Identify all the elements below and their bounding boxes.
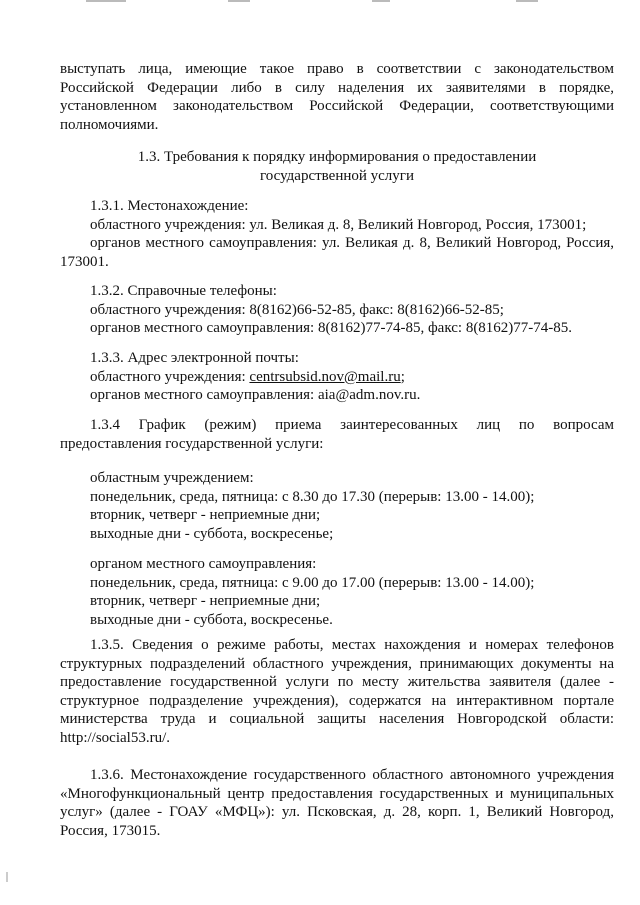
text-line: 1.3.5. Сведения о режиме работы, местах нахождения и номерах телефонов	[90, 637, 614, 653]
email-regional-link[interactable]: centrsubsid.nov@mail.ru	[249, 368, 401, 385]
schedule-title: 1.3.4 График (режим) приема заинтересованных лиц по вопросам	[90, 417, 614, 433]
scan-mark	[372, 0, 390, 2]
schedule-local-closed: вторник, четверг - неприемные дни;	[90, 593, 321, 609]
scan-top-marks	[0, 0, 640, 6]
schedule-title-cont: предоставления государственной услуги:	[60, 435, 324, 452]
phones-section	[60, 282, 614, 338]
schedule-local-weekend: выходные дни - суббота, воскресенье.	[90, 611, 333, 628]
email-section	[60, 349, 614, 405]
text-line: 1.3.6. Местонахождение государственного областного автономного учреждения	[90, 767, 614, 783]
schedule-regional-weekend: выходные дни - суббота, воскресенье;	[90, 525, 334, 542]
text-line: «Многофункциональный центр предоставления государственных и муниципальных	[60, 785, 614, 802]
schedule-regional-heading: областным учреждением:	[90, 470, 254, 486]
text-line: Россия, 173015.	[60, 822, 161, 839]
portal-link[interactable]: http://social53.ru/.	[60, 729, 170, 746]
schedule-local-heading: органом местного самоуправления:	[90, 556, 317, 572]
text-line: установленном законодательством Российской Федерации, соответствующими	[60, 98, 614, 114]
section-136	[60, 766, 614, 840]
text-line: полномочиями.	[60, 116, 159, 133]
schedule-section	[60, 416, 614, 453]
text-line: предоставление государственной услуги по месту жительства заявителя (далее -	[60, 674, 614, 690]
scan-margin-mark	[6, 872, 8, 882]
email-regional	[60, 368, 614, 387]
email-title: 1.3.3. Адрес электронной почты:	[90, 350, 299, 366]
text-line: выступать лица, имеющие такое право в соответствии с законодательством	[60, 61, 614, 77]
schedule-local-weekdays: понедельник, среда, пятница: с 9.00 до 17.00 (перерыв: 13.00 - 14.00);	[90, 574, 535, 591]
schedule-regional-closed: вторник, четверг - неприемные дни;	[90, 507, 321, 523]
location-local: органов местного самоуправления: ул. Великая д. 8, Великий Новгород, Россия,	[90, 235, 614, 251]
text-line: министерства труда и социальной защиты населения Новгородской области:	[60, 711, 614, 727]
location-title: 1.3.1. Местонахождение:	[90, 198, 249, 214]
phones-local: органов местного самоуправления: 8(8162)77-74-85, факс: 8(8162)77-74-85.	[90, 320, 573, 336]
email-regional-label: областного учреждения:	[90, 368, 250, 385]
schedule-regional-weekdays: понедельник, среда, пятница: с 8.30 до 17.30 (перерыв: 13.00 - 14.00);	[90, 488, 535, 505]
scan-mark	[516, 0, 538, 2]
section-135	[60, 636, 614, 747]
text-line: структурных подразделений областного учреждения, принимающих документы на	[60, 655, 614, 672]
email-local: органов местного самоуправления: aia@adm.nov.ru.	[90, 387, 421, 403]
scan-mark	[228, 0, 250, 2]
text-line: структурное подразделение учреждения), содержатся на интерактивном портале	[60, 692, 614, 709]
phones-regional: областного учреждения: 8(8162)66-52-85, факс: 8(8162)66-52-85;	[90, 301, 504, 318]
heading-line: 1.3. Требования к порядку информирования о предоставлении	[137, 149, 537, 165]
email-regional-suffix: ;	[400, 368, 405, 385]
schedule-local	[60, 555, 614, 629]
phones-title: 1.3.2. Справочные телефоны:	[90, 283, 277, 299]
intro-paragraph	[60, 60, 614, 134]
location-local-cont: 173001.	[60, 253, 109, 270]
schedule-regional	[60, 469, 614, 543]
text-line: услуг» (далее - ГОАУ «МФЦ»): ул. Псковская, д. 28, корп. 1, Великий Новгород,	[60, 804, 614, 820]
scan-mark	[86, 0, 126, 2]
location-section	[60, 197, 614, 271]
text-line: Российской Федерации либо в силу наделения их заявителями в порядке,	[60, 79, 614, 96]
heading-line: государственной услуги	[260, 167, 414, 184]
location-regional: областного учреждения: ул. Великая д. 8, Великий Новгород, Россия, 173001;	[90, 216, 587, 233]
section-heading	[60, 148, 614, 185]
